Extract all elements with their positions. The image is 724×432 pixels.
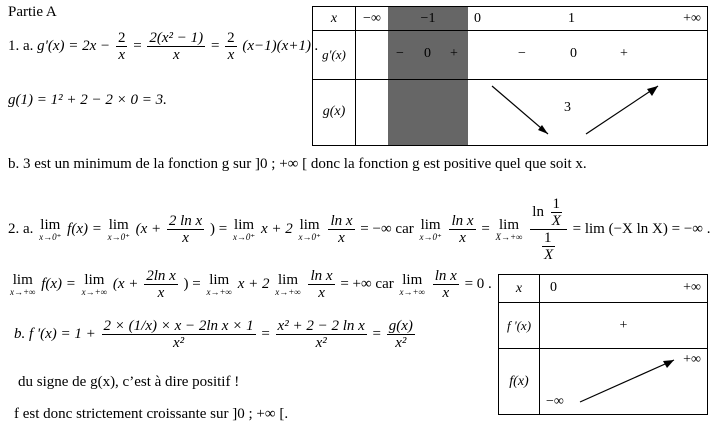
q2a-ln-frac: ln $\frac{1}{X}$ $\frac{1}{X}$ — [530, 196, 567, 263]
variation-table-f — [498, 274, 708, 415]
q1a-frac-1: $\frac{2}{x}$ — [117, 30, 126, 63]
t1-g-value: 3 — [564, 100, 571, 116]
question-2b: b. f '(x) = 1 + $\frac{\text{2 × (1/x) × x − 2ln x × 1}}{\text{x²}}$ = $\frac{\text{x² + 2 − 2 ln x}}{\text{x²}}$ = $\frac{g(x)}{\text{x²}}$ — [14, 318, 413, 351]
t2-head: 0 +∞ — [540, 275, 708, 303]
t1-g-label: g(x) — [313, 79, 356, 145]
question-1a: 1. a. g'(x) = 2x − $\frac{2}{x}$ = $\frac{\text{2(x² − 1)}}{x}$ = $\frac{2}{x}$ (x−1)(x+1) . — [8, 30, 319, 63]
t2-sign: + — [540, 303, 708, 349]
limit-plus-infinity: lim x→+∞ f(x) = lim x→+∞ (x + $\frac{\text{2ln x}}{x}$ ) = lim x→+∞ x + 2 lim x→+∞ $\frac{\text{ln x}}{x}$ = +∞ car lim x→+∞ $\frac{\text{ln x}}{x}$ = 0 . — [10, 268, 492, 301]
q1a-frac-3: $\frac{2}{x}$ — [227, 30, 235, 63]
question-2a: 2. a. lim x→0⁺ f(x) = lim x→0⁺ (x + $\frac{\text{2 ln x}}{x}$ ) = lim x→0⁺ x + 2 lim x→0⁺ $\frac{\text{ln x}}{x}$ = −∞ car lim x→0⁺ $\frac{\text{ln x}}{x}$ = lim X→+∞ ln $\frac{1}{X}$ $\frac{1}{X}$ = lim (−X ln X) = −∞ . — [8, 196, 711, 263]
t1-x-label: x — [313, 7, 356, 31]
t1-signs-right: − 0 + — [468, 31, 708, 79]
q1a-lhs: g'(x) = 2x − — [37, 37, 111, 54]
minimum-statement: b. 3 est un minimum de la fonction g sur ]0 ; +∞ [ donc la fonction g est positive quel que soit x. — [8, 156, 587, 172]
t2-fprime-label: f '(x) — [499, 303, 540, 349]
q1a-frac-2: $\frac{\text{2(x² − 1)}}{x}$ — [149, 30, 204, 63]
conclusion: f est donc strictement croissante sur ]0 ; +∞ [. — [14, 406, 289, 422]
t1-right-head: 0 1 +∞ — [468, 7, 708, 31]
g1-line: g(1) = 1² + 2 − 2 × 0 = 3. — [8, 92, 167, 108]
variation-table-g — [312, 6, 708, 146]
t1-minus-one: −1 — [388, 7, 468, 31]
t1-arrows — [468, 80, 708, 144]
t2-x-label: x — [499, 275, 540, 303]
t1-signs-left: − 0 + — [388, 31, 468, 79]
part-title: Partie A — [8, 4, 57, 20]
q1a-tail: (x−1)(x+1) . — [242, 37, 319, 54]
t1-g-variations — [468, 79, 708, 145]
q1a-label: 1. a. — [8, 37, 34, 54]
t1-minus-inf: −∞ — [356, 7, 389, 31]
t1-gprime-label: g'(x) — [313, 31, 356, 79]
sign-line: du signe de g(x), c’est à dire positif ! — [18, 374, 240, 390]
t2-f-variations: −∞ +∞ — [540, 349, 708, 415]
t2-f-label: f(x) — [499, 349, 540, 415]
